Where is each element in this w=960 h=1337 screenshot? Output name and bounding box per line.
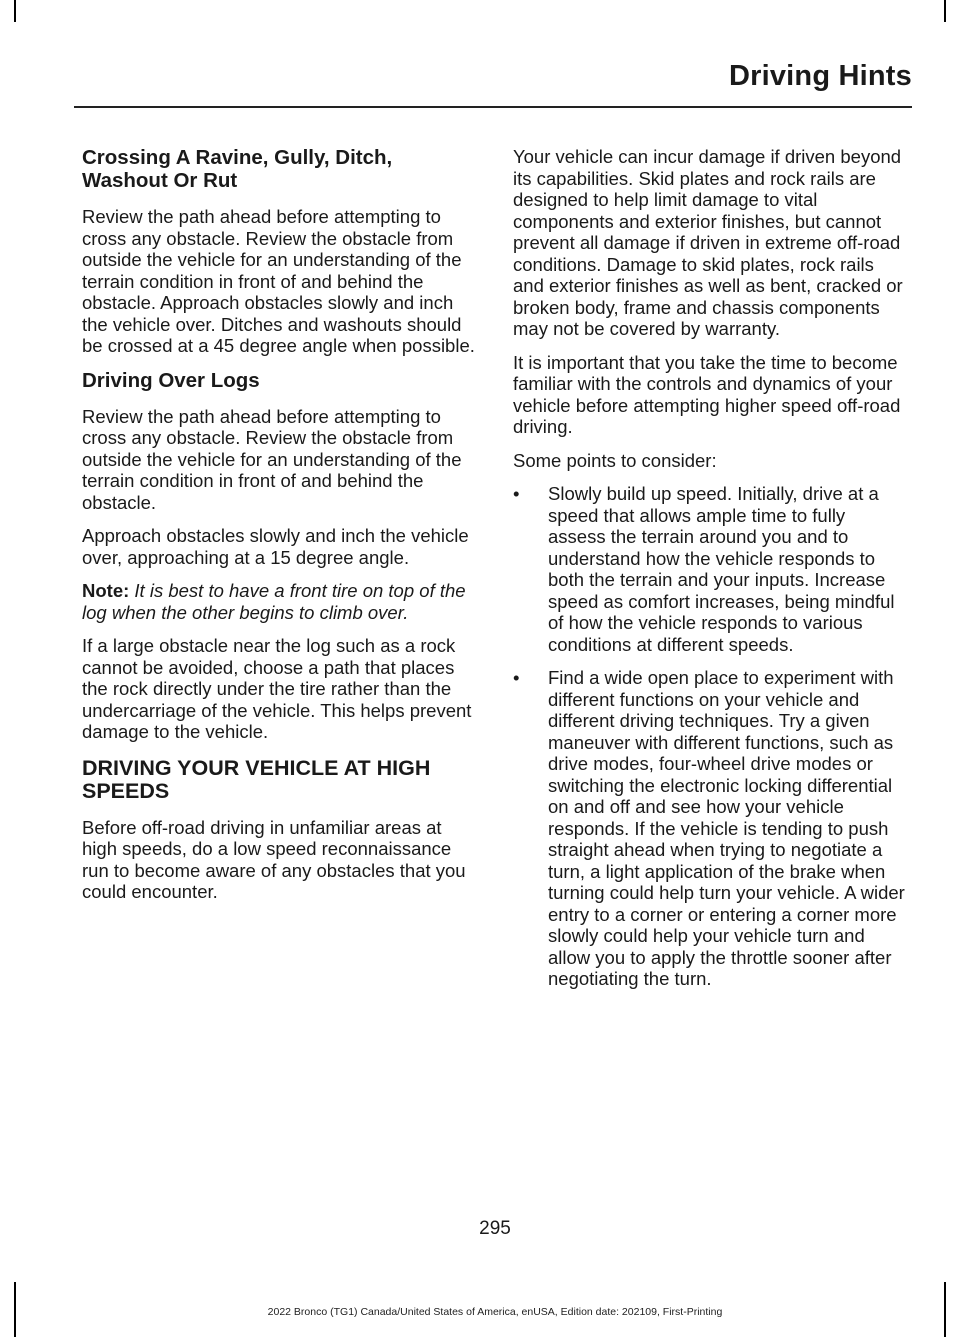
- note-text: It is best to have a front tire on top of the log when the other begins to climb over.: [82, 580, 466, 623]
- heading-driving-over-logs: Driving Over Logs: [82, 368, 260, 392]
- right-column: [513, 146, 907, 1002]
- paragraph-high-speeds: Before off-road driving in unfamiliar areas at high speeds, do a low speed reconnaissance run to become aware of any obstacles that you could encounter.: [82, 816, 466, 902]
- list-item: [513, 667, 907, 990]
- left-column: [82, 146, 476, 915]
- paragraph-damage: Your vehicle can incur damage if driven beyond its capabilities. Skid plates and rock rails are designed to help limit damage to vital components and exterior finishes, but cannot prevent all damage if driven in extreme off-road conditions. Damage to skid plates, rock rails and exterior finishes as well as bent, cracked or broken body, frame and chassis components may not be covered by warranty.: [513, 146, 903, 339]
- bullet-glyph: •: [513, 667, 520, 688]
- list-item: [513, 483, 907, 655]
- paragraph-logs-approach: Approach obstacles slowly and inch the vehicle over, approaching at a 15 degree angle.: [82, 525, 469, 568]
- crop-mark-top-right: [944, 0, 946, 22]
- page-header-title: Driving Hints: [728, 60, 912, 92]
- heading-high-speeds: DRIVING YOUR VEHICLE AT HIGH SPEEDS: [82, 755, 431, 803]
- bullet-glyph: •: [513, 483, 520, 504]
- note-label: Note:: [82, 580, 130, 601]
- paragraph-points-intro: Some points to consider:: [513, 449, 717, 471]
- list-item-text: Slowly build up speed. Initially, drive at a speed that allows ample time to fully assess the terrain around you and to understand how the vehicle responds to both the terrain and your inputs. Increase speed as comfort increases, being mindful of how the vehicle responds to various conditions at different speeds.: [548, 483, 895, 655]
- paragraph-logs-obstacle: If a large obstacle near the log such as a rock cannot be avoided, choose a path that places the rock directly under the tire rather than the undercarriage of the vehicle. This helps prevent damage to the vehicle.: [82, 635, 472, 742]
- heading-crossing-ravine: Crossing A Ravine, Gully, Ditch, Washout Or Rut: [82, 146, 393, 192]
- paragraph-crossing-ravine: Review the path ahead before attempting to cross any obstacle. Review the obstacle from outside the vehicle for an understanding of the terrain condition in front of and behind the obstacle. Approach obstacles slowly and inch the vehicle over. Ditches and washouts should be crossed at a 45 degree angle when possible.: [82, 206, 475, 356]
- page-number: 295: [479, 1218, 511, 1239]
- points-list: [513, 483, 907, 990]
- list-item-text: Find a wide open place to experiment with different functions on your vehicle and different driving techniques. Try a given maneuver with different functions, such as drive modes, four-wheel drive modes or switching the electronic locking differential on and off and see how your vehicle responds. If the vehicle is tending to push straight ahead when trying to negotiate a turn, a light application of the brake when turning could help turn your vehicle. A wider entry to a corner or entering a corner more slowly could help your vehicle turn and allow you to apply the throttle sooner after negotiating the turn.: [548, 667, 905, 989]
- paragraph-logs-review: Review the path ahead before attempting to cross any obstacle. Review the obstacle from outside the vehicle for an understanding of the terrain condition in front of and behind the obstacle.: [82, 405, 462, 513]
- footer-edition: 2022 Bronco (TG1) Canada/United States of America, enUSA, Edition date: 202109, First-Printing: [267, 1306, 723, 1318]
- paragraph-familiar: It is important that you take the time to become familiar with the controls and dynamics of your vehicle before attempting higher speed off-road driving.: [513, 351, 901, 437]
- note: [82, 580, 476, 623]
- crop-mark-top-left: [14, 0, 16, 22]
- header-rule: [74, 106, 912, 108]
